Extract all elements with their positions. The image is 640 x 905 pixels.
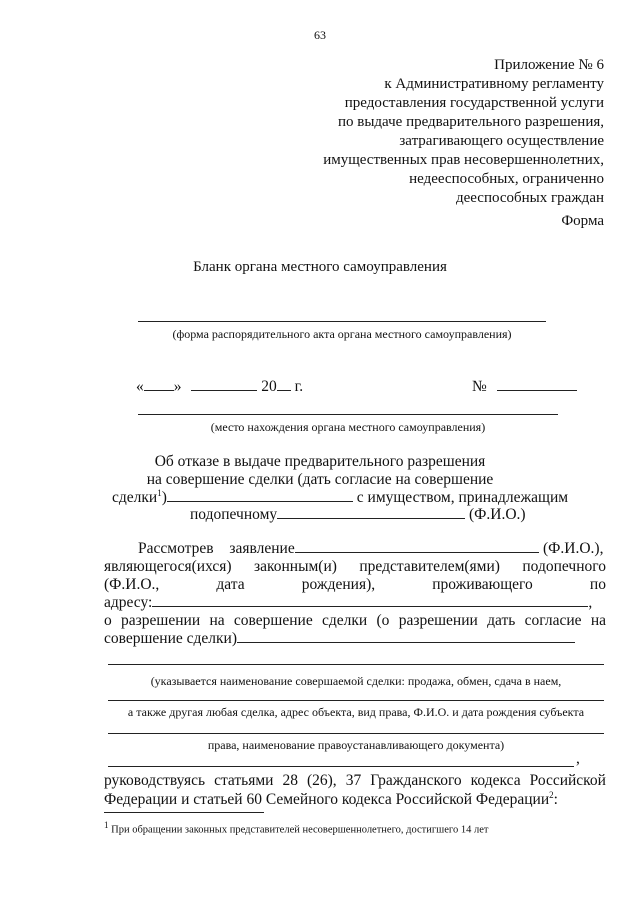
appendix-line: Приложение № 6 [494, 57, 604, 73]
deal-label: совершение сделки) [104, 630, 238, 647]
body-word: Российской [529, 772, 606, 789]
deal-description-blank [237, 630, 575, 643]
body-word: совершение [233, 612, 313, 629]
body-word: Гражданского [370, 772, 462, 789]
body-word: на [209, 612, 225, 629]
deal-line-1 [108, 664, 604, 665]
footnote [104, 820, 488, 836]
address-label: адресу: [104, 594, 153, 611]
appendix-line: дееспособных граждан [455, 190, 604, 206]
deal-caption-2: а также другая любая сделка, адрес объекта, вид права, Ф.И.О. и дата рождения субъекта [127, 705, 585, 719]
body-word: подопечного [522, 558, 606, 575]
deal-caption-3: права, наименование правоустанавливающего документа) [207, 738, 505, 752]
title-line-4 [190, 506, 526, 524]
closing-colon: : [553, 791, 558, 809]
deal-line-3 [108, 733, 604, 734]
body-word: статьями [214, 772, 274, 789]
number-blank [497, 378, 577, 391]
appendix-line: недееспособных, ограниченно [409, 171, 604, 187]
body-line-1 [138, 540, 539, 558]
body-word: проживающего [432, 576, 533, 593]
deal-line-2 [108, 700, 604, 701]
title-line-3 [112, 488, 568, 507]
title-line-1: Об отказе в выдаче предварительного разрешения [154, 453, 486, 470]
body-word: руководствуясь [104, 772, 206, 789]
footnote-ref-2: 2 [549, 790, 554, 800]
closing-line-2 [104, 790, 558, 809]
ward-label: подопечному [190, 506, 278, 523]
body-line-2 [104, 558, 606, 576]
ward-name-blank [277, 506, 465, 519]
body-word: законным(и) [254, 558, 337, 575]
footnote-separator [104, 812, 264, 813]
fio-label: (Ф.И.О.) [469, 506, 526, 523]
deal-caption-1: (указывается наименование совершаемой сделки: продажа, обмен, сдача в наем, [150, 674, 562, 688]
location-caption: (место нахождения органа местного самоуправления) [210, 420, 486, 434]
title-line-2: на совершение сделки (дать согласие на совершение [146, 471, 494, 488]
address-comma: , [588, 594, 593, 611]
year-prefix: 20 [261, 378, 277, 395]
date-close-quote: » [173, 378, 182, 395]
body-word: Рассмотрев [138, 540, 214, 557]
body-word: сделки [322, 612, 368, 629]
closing-line-1 [104, 772, 606, 790]
body-word: кодекса [470, 772, 521, 789]
body-word: по [589, 576, 606, 593]
deal-line-4 [108, 766, 574, 767]
address-blank [152, 594, 588, 607]
title-property-text: с имуществом, принадлежащим [356, 489, 569, 507]
body-word: являющегося(ихся) [104, 558, 232, 575]
act-form-line [138, 321, 546, 322]
day-blank [144, 378, 174, 391]
appendix-line: имущественных прав несовершеннолетних, [323, 152, 604, 168]
appendix-line: по выдаче предварительного разрешения, [337, 114, 604, 130]
deal-blank [167, 489, 353, 502]
footnote-text: При обращении законных представителей несовершеннолетнего, достигшего 14 лет [111, 824, 489, 836]
body-word: разрешении [121, 612, 201, 629]
applicant-blank [295, 540, 539, 553]
appendix-line: предоставления государственной услуги [344, 95, 604, 111]
page-number: 63 [314, 28, 326, 42]
body-word: о [104, 612, 112, 629]
body-word: 28 [282, 772, 298, 789]
body-word: (Ф.И.О., [104, 576, 160, 593]
number-sign: № [472, 378, 487, 395]
form-label: Форма [561, 213, 604, 229]
body-word: 37 [345, 772, 362, 789]
number-field [472, 378, 577, 396]
blank-label: Бланк органа местного самоуправления [193, 259, 447, 275]
body-word: разрешении [398, 612, 478, 629]
body-word: рождения), [301, 576, 376, 593]
body-line-4 [104, 594, 592, 612]
title-paren: ) [161, 489, 167, 507]
appendix-header [323, 56, 604, 208]
body-word: заявление [229, 540, 295, 557]
appendix-line: к Административному регламенту [384, 76, 604, 92]
date-field [136, 378, 303, 396]
footnote-ref-1: 1 [157, 488, 162, 498]
date-open-quote: « [136, 378, 144, 395]
location-line [138, 414, 558, 415]
month-blank [191, 378, 257, 391]
body-word: согласие [524, 612, 582, 629]
body-line-5 [104, 612, 606, 630]
title-deal-word: сделки [112, 489, 158, 507]
body-fio-label: (Ф.И.О.), [543, 540, 604, 557]
footnote-mark: 1 [104, 820, 109, 830]
body-line-6 [104, 630, 575, 648]
body-word: дата [216, 576, 245, 593]
act-form-caption: (форма распорядительного акта органа местного самоуправления) [172, 327, 512, 341]
body-word: на [590, 612, 606, 629]
year-suffix: г. [294, 378, 304, 395]
body-word: дать [487, 612, 516, 629]
body-word: (26), [306, 772, 337, 789]
body-word: (о [376, 612, 390, 629]
body-word: представителем(ями) [359, 558, 500, 575]
deal-comma: , [576, 750, 580, 767]
year-blank [277, 378, 291, 391]
body-line-3 [104, 576, 606, 594]
appendix-line: затрагивающего осуществление [399, 133, 604, 149]
closing-text: Федерации и статьей 60 Семейного кодекса Российской Федерации [104, 791, 550, 809]
